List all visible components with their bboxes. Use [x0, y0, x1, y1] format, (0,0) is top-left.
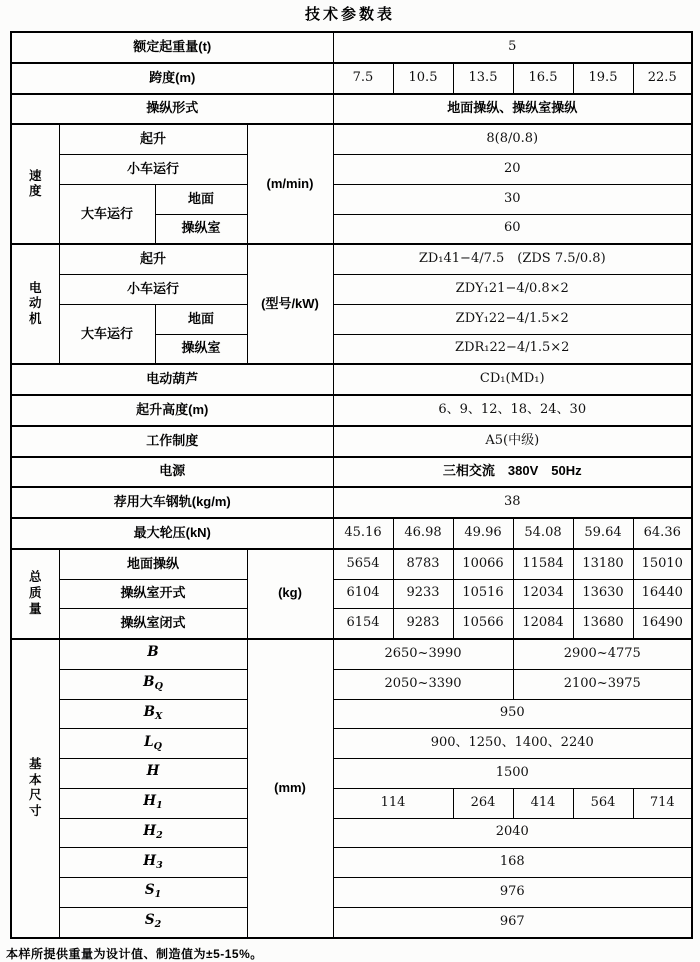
mass-cab-open-value: 10516: [453, 579, 513, 609]
control-mode-label: 操纵形式: [11, 94, 333, 125]
dim-H2-value: 2040: [333, 818, 692, 848]
dim-symbol: H: [143, 822, 157, 839]
dim-symbol: H: [146, 763, 160, 780]
motor-trolley-label: 小车运行: [59, 275, 247, 305]
motor-crane-cab-label: 操纵室: [155, 334, 247, 364]
table-row: [11, 788, 692, 818]
table-row: [11, 609, 692, 639]
table-row: [11, 63, 692, 94]
dim-label-H2: [59, 818, 247, 848]
section-label-motor-text: 电动机: [28, 280, 42, 327]
speed-crane-label: 大车运行: [59, 184, 155, 244]
span-value: 16.5: [513, 63, 573, 94]
rail-value: 38: [333, 487, 692, 518]
dim-symbol-sub: 2: [154, 919, 162, 931]
dim-H1-value: 114: [333, 788, 453, 818]
table-row: [11, 549, 692, 579]
dim-label-S1: [59, 878, 247, 908]
table-row: [11, 304, 692, 334]
dim-H-value: 1500: [333, 759, 692, 789]
dim-label-LQ: [59, 729, 247, 759]
motor-crane-cab-value: ZDR₁22−4/1.5×2: [333, 334, 692, 364]
power-supply-label: 电源: [11, 457, 333, 488]
dim-symbol-sub: Q: [153, 740, 162, 752]
section-label-speed: [11, 124, 59, 244]
control-mode-value: 地面操纵、操纵室操纵: [333, 94, 692, 125]
table-row: [11, 184, 692, 214]
dim-label-H: [59, 759, 247, 789]
table-row: [11, 907, 692, 937]
mass-cab-open-value: 13630: [573, 579, 633, 609]
electric-hoist-label: 电动葫芦: [11, 364, 333, 395]
dim-label-H3: [59, 848, 247, 878]
speed-crane-ground-value: 30: [333, 184, 692, 214]
table-row: [11, 878, 692, 908]
table-row: [11, 364, 692, 395]
dim-BQ-value: 2050~3390: [333, 669, 513, 699]
page-title: 技术参数表: [304, 6, 395, 23]
mass-cab-open-value: 12034: [513, 579, 573, 609]
dim-symbol-sub: 2: [156, 829, 163, 841]
table-row: [11, 848, 692, 878]
mass-cab-closed-value: 16490: [633, 609, 692, 639]
mass-ground-value: 5654: [333, 549, 393, 579]
tech-params-table: [10, 31, 693, 939]
wheel-load-value: 64.36: [633, 518, 692, 549]
dims-unit: (mm): [247, 639, 333, 938]
table-row: [11, 155, 692, 185]
mass-ground-value: 8783: [393, 549, 453, 579]
table-row: [11, 759, 692, 789]
table-row: [11, 426, 692, 457]
rated-capacity-value: 5: [333, 32, 692, 63]
dim-H1-value: 714: [633, 788, 692, 818]
mass-cab-closed-label: 操纵室闭式: [59, 609, 247, 639]
dim-S1-value: 976: [333, 878, 692, 908]
table-row: [11, 32, 692, 63]
table-row: [11, 699, 692, 729]
table-row: [11, 94, 692, 125]
mass-cab-open-value: 9233: [393, 579, 453, 609]
wheel-load-value: 46.98: [393, 518, 453, 549]
dim-symbol-sub: X: [155, 710, 163, 722]
section-label-dimensions-text: 基本尺寸: [28, 757, 42, 818]
dim-label-BQ: [59, 669, 247, 699]
span-value: 22.5: [633, 63, 692, 94]
wheel-load-value: 59.64: [573, 518, 633, 549]
mass-unit: (kg): [247, 549, 333, 639]
mass-cab-closed-value: 6154: [333, 609, 393, 639]
speed-trolley-label: 小车运行: [59, 155, 247, 185]
dim-symbol: H: [143, 793, 157, 810]
section-label-dimensions: [11, 639, 59, 938]
mass-cab-open-value: 6104: [333, 579, 393, 609]
table-row: [11, 457, 692, 488]
dim-BX-value: 950: [333, 699, 692, 729]
section-label-total-mass-text: 总质量: [28, 570, 42, 616]
motor-hoist-value: ZD₁41−4/7.5 (ZDS 7.5/0.8): [333, 244, 692, 274]
section-label-total-mass: [11, 549, 59, 639]
span-value: 19.5: [573, 63, 633, 94]
table-row: [11, 275, 692, 305]
speed-unit: (m/min): [247, 124, 333, 244]
rated-capacity-label: 额定起重量(t): [11, 32, 333, 63]
dim-S2-value: 967: [333, 907, 692, 937]
footnote: 本样所提供重量为设计值、制造值为±5-15%。: [6, 946, 263, 961]
wheel-load-value: 45.16: [333, 518, 393, 549]
dim-H1-value: 264: [453, 788, 513, 818]
dim-B-value: 2900~4775: [513, 639, 692, 669]
section-label-motor: [11, 244, 59, 364]
duty-class-label: 工作制度: [11, 426, 333, 457]
mass-ground-label: 地面操纵: [59, 549, 247, 579]
dim-label-BX: [59, 699, 247, 729]
dim-label-S2: [59, 907, 247, 937]
lift-height-value: 6、9、12、18、24、30: [333, 395, 692, 426]
motor-crane-ground-label: 地面: [155, 304, 247, 334]
mass-ground-value: 15010: [633, 549, 692, 579]
section-label-speed-text: 速度: [28, 168, 42, 199]
speed-crane-cab-value: 60: [333, 214, 692, 244]
lift-height-label: 起升高度(m): [11, 395, 333, 426]
table-row: [11, 818, 692, 848]
dim-symbol-sub: 3: [156, 859, 163, 871]
table-row: [11, 244, 692, 274]
table-row: [11, 395, 692, 426]
table-row: [11, 579, 692, 609]
dim-label-H1: [59, 788, 247, 818]
table-row: [11, 487, 692, 518]
mass-cab-closed-value: 13680: [573, 609, 633, 639]
wheel-load-value: 49.96: [453, 518, 513, 549]
mass-cab-closed-value: 12084: [513, 609, 573, 639]
dim-label-B: [59, 639, 247, 669]
dim-B-value: 2650~3990: [333, 639, 513, 669]
dim-H3-value: 168: [333, 848, 692, 878]
table-row: [11, 639, 692, 669]
dim-symbol: S: [144, 882, 155, 899]
motor-unit: (型号/kW): [247, 244, 333, 364]
speed-crane-ground-label: 地面: [155, 184, 247, 214]
span-label: 跨度(m): [11, 63, 333, 94]
dim-LQ-value: 900、1250、1400、2240: [333, 729, 692, 759]
dim-H1-value: 564: [573, 788, 633, 818]
electric-hoist-value: CD₁(MD₁): [333, 364, 692, 395]
dim-symbol-sub: 1: [156, 800, 163, 812]
wheel-load-value: 54.08: [513, 518, 573, 549]
mass-cab-open-label: 操纵室开式: [59, 579, 247, 609]
speed-hoist-label: 起升: [59, 124, 247, 154]
span-value: 7.5: [333, 63, 393, 94]
motor-hoist-label: 起升: [59, 244, 247, 274]
power-supply-value: 三相交流 380V 50Hz: [333, 457, 692, 488]
duty-class-value: A5(中级): [333, 426, 692, 457]
speed-trolley-value: 20: [333, 155, 692, 185]
mass-ground-value: 13180: [573, 549, 633, 579]
motor-crane-ground-value: ZDY₁22−4/1.5×2: [333, 304, 692, 334]
span-value: 13.5: [453, 63, 513, 94]
mass-cab-closed-value: 9283: [393, 609, 453, 639]
motor-crane-label: 大车运行: [59, 304, 155, 364]
speed-hoist-value: 8(8/0.8): [333, 124, 692, 154]
mass-ground-value: 10066: [453, 549, 513, 579]
dim-symbol: B: [143, 674, 155, 691]
motor-trolley-value: ZDY₁21−4/0.8×2: [333, 275, 692, 305]
mass-cab-open-value: 16440: [633, 579, 692, 609]
mass-cab-closed-value: 10566: [453, 609, 513, 639]
dim-symbol: B: [143, 703, 156, 720]
table-row: [11, 124, 692, 154]
dim-BQ-value: 2100~3975: [513, 669, 692, 699]
speed-crane-cab-label: 操纵室: [155, 214, 247, 244]
dim-symbol-sub: Q: [154, 681, 163, 693]
mass-ground-value: 11584: [513, 549, 573, 579]
table-row: [11, 518, 692, 549]
table-row: [11, 729, 692, 759]
rail-label: 荐用大车钢轨(kg/m): [11, 487, 333, 518]
table-row: [11, 669, 692, 699]
dim-symbol: S: [144, 912, 155, 929]
dim-symbol-sub: 1: [154, 889, 162, 901]
span-value: 10.5: [393, 63, 453, 94]
dim-symbol: B: [147, 644, 159, 661]
dim-H1-value: 414: [513, 788, 573, 818]
wheel-load-label: 最大轮压(kN): [11, 518, 333, 549]
dim-symbol: L: [144, 733, 154, 750]
dim-symbol: H: [143, 852, 157, 869]
